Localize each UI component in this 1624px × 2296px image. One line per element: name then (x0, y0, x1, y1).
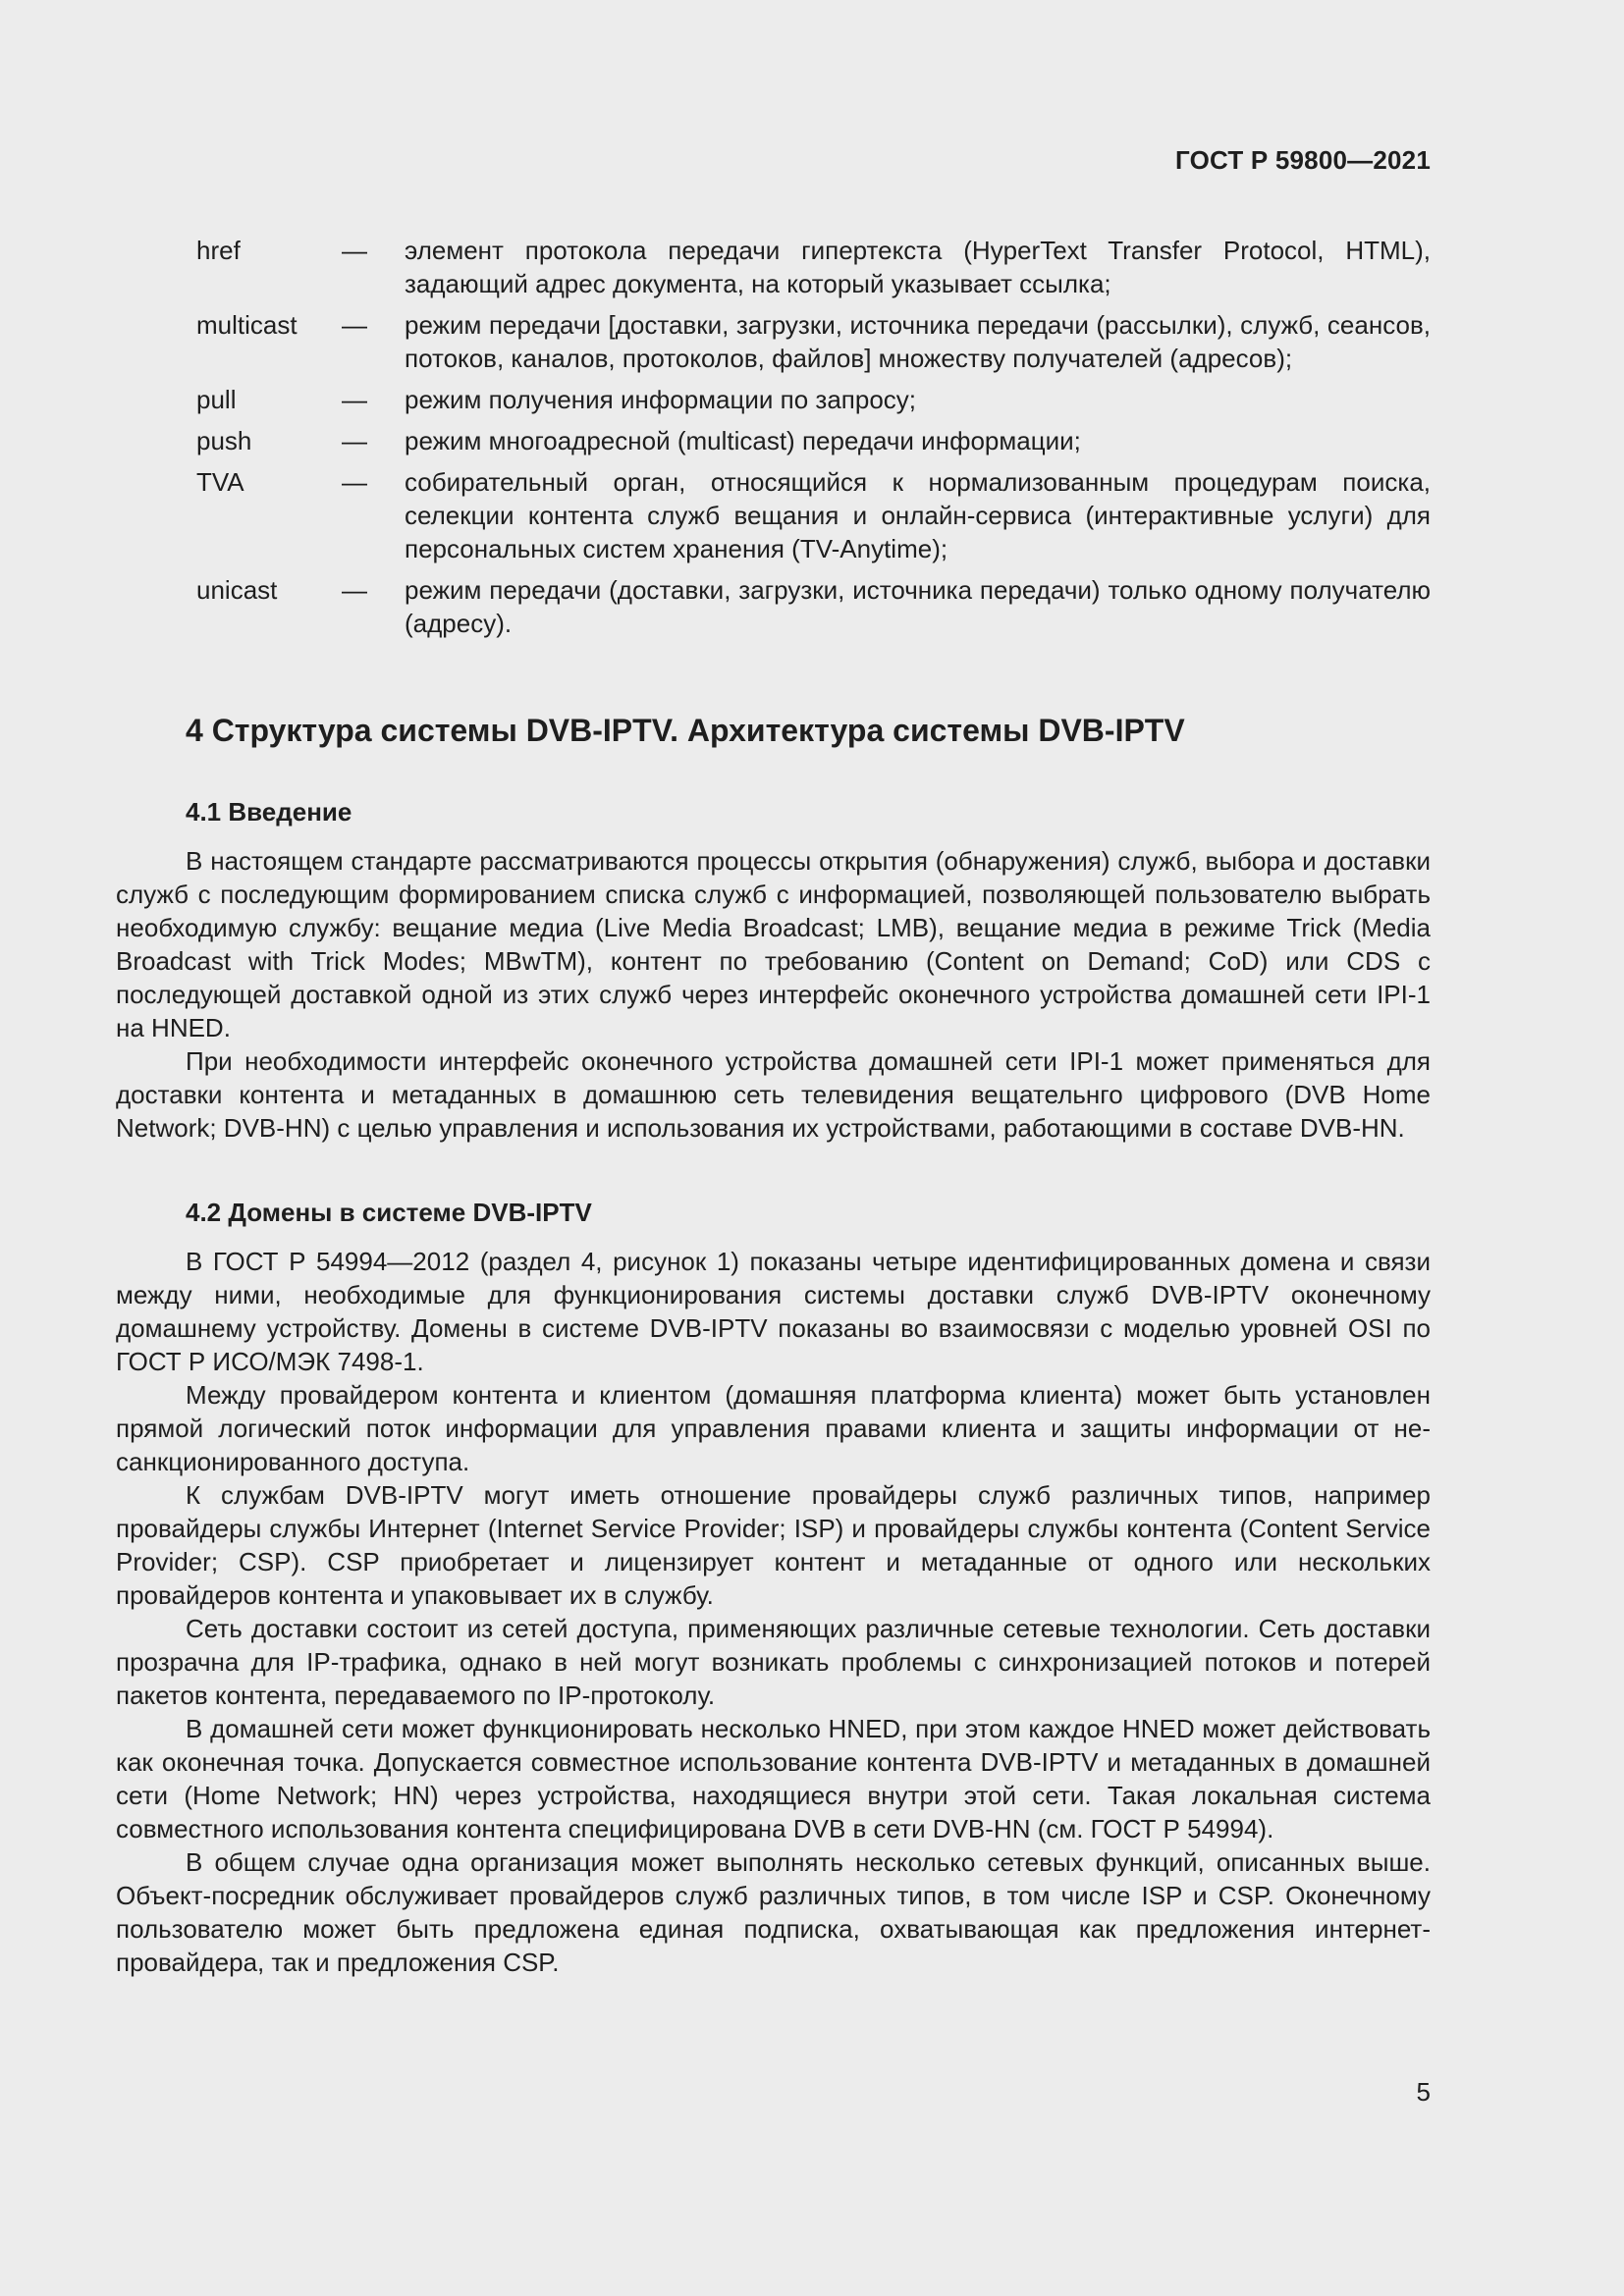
subsection-title-4-2: 4.2 Домены в системе DVB-IPTV (186, 1198, 592, 1227)
abbreviation-definition: режим передачи (доставки, загрузки, источника передачи) только одному получателю (адресу). (405, 575, 1431, 638)
document-header: ГОСТ Р 59800—2021 (1175, 145, 1431, 175)
abbreviation-term: pull (196, 385, 237, 414)
page-number: 5 (1416, 2077, 1431, 2107)
abbreviation-dash: — (342, 385, 367, 414)
abbreviation-row (196, 573, 1431, 640)
abbreviation-row (196, 383, 1431, 416)
section-title: 4 Структура системы DVB-IPTV. Архитектура системы DVB-IPTV (186, 713, 1185, 748)
paragraph: В ГОСТ Р 54994—2012 (раздел 4, рисунок 1) показаны четыре идентифицированных домена и связи между ними, необходимые для функционирования системы доставки служб DVB-IPTV оконечному домашнему устройству. Домены в системе DVB-IPTV показаны во взаимосвязи с моделью уровней OSI по ГОСТ Р ИСО/МЭК 7498-1. (116, 1247, 1431, 1376)
abbreviation-definition: режим многоадресной (multicast) передачи информации; (405, 426, 1081, 455)
paragraph: В общем случае одна организация может выполнять несколько сетевых функций, описанных выше. Объект-посредник обслуживает провайдеров служб различных типов, в том числе ISP и CSP. Оконечному пользователю может быть предложена единая подписка, охватывающая как предложения интернет-провайдера, так и предложения CSP. (116, 1847, 1431, 1977)
paragraph: При необходимости интерфейс оконечного устройства домашней сети IPI-1 может применяться для доставки контента и метаданных в домашнюю сеть телевидения вещательнго цифрового (DVB Home Network; DVB-HN) с целью управления и использования их устройствами, работающими в составе DVB-HN. (116, 1046, 1431, 1143)
abbreviation-dash: — (342, 310, 367, 340)
paragraph: Сеть доставки состоит из сетей доступа, применяющих различные сетевые технологии. Сеть доставки прозрачна для IP-трафика, однако в ней могут возникать проблемы с синхронизацией потоков и потерей пакетов контента, передаваемого по IP-протоколу. (116, 1614, 1431, 1710)
abbreviation-term: unicast (196, 575, 278, 605)
abbreviation-row (196, 308, 1431, 375)
abbreviation-definition: собирательный орган, относящийся к нормализованным процедурам поиска, селекции контента служб вещания и онлайн-сервиса (интерактивные услуги) для персональных систем хранения (TV-Anytime); (405, 467, 1431, 563)
abbreviation-term: multicast (196, 310, 298, 340)
abbreviation-term: href (196, 236, 241, 265)
paragraph: В настоящем стандарте рассматриваются процессы открытия (обнаружения) служб, выбора и доставки служб с последующим формированием списка служб с информацией, позволяющей пользователю выбрать необходимую службу: вещание медиа (Live Media Broadcast; LMB), вещание медиа в режиме Trick (Media Broadcast with Trick Modes; MBwTM), контент по требованию (Content on Demand; CoD) или CDS с последующей доставкой одной из этих служб через интерфейс оконечного устройства домашней сети IPI-1 на HNED. (116, 846, 1431, 1042)
paragraph: К службам DVB-IPTV могут иметь отношение провайдеры служб различных типов, например провайдеры службы Интернет (Internet Service Provider; ISP) и провайдеры службы контента (Content Service Provider; CSP). CSP приобретает и лицензирует контент и метаданные от одного или нескольких провайдеров контента и упаковывает их в службу. (116, 1480, 1431, 1610)
abbreviation-definition: элемент протокола передачи гипертекста (HyperText Transfer Protocol, HTML), задающий адрес документа, на который указывает ссылка; (405, 236, 1431, 298)
abbreviation-dash: — (342, 467, 367, 497)
subsection-body-4-2 (116, 1245, 1431, 1979)
abbreviation-dash: — (342, 426, 367, 455)
abbreviation-list (196, 234, 1431, 648)
abbreviation-term: push (196, 426, 252, 455)
abbreviation-row (196, 424, 1431, 457)
abbreviation-row (196, 234, 1431, 300)
subsection-title-4-1: 4.1 Введение (186, 797, 352, 827)
abbreviation-term: TVA (196, 467, 244, 497)
paragraph: В домашней сети может функционировать несколько HNED, при этом каждое HNED может действовать как оконечная точка. Допускается совместное использование контента DVB-IPTV и метаданных в домашней сети (Home Network; HN) через устройства, находящиеся внутри этой сети. Такая локальная система совместного использования контента специфицирована DVB в сети DVB-HN (см. ГОСТ Р 54994). (116, 1714, 1431, 1843)
abbreviation-dash: — (342, 236, 367, 265)
abbreviation-row (196, 465, 1431, 565)
subsection-body-4-1 (116, 844, 1431, 1145)
abbreviation-dash: — (342, 575, 367, 605)
paragraph: Между провайдером контента и клиентом (домашняя платформа клиента) может быть установлен прямой логический поток информации для управления правами клиента и защиты информации от несанкционированного доступа. (116, 1380, 1431, 1476)
abbreviation-definition: режим получения информации по запросу; (405, 385, 917, 414)
abbreviation-definition: режим передачи [доставки, загрузки, источника передачи (рассылки), служб, сеансов, потоков, каналов, протоколов, файлов] множеству получателей (адресов); (405, 310, 1431, 373)
